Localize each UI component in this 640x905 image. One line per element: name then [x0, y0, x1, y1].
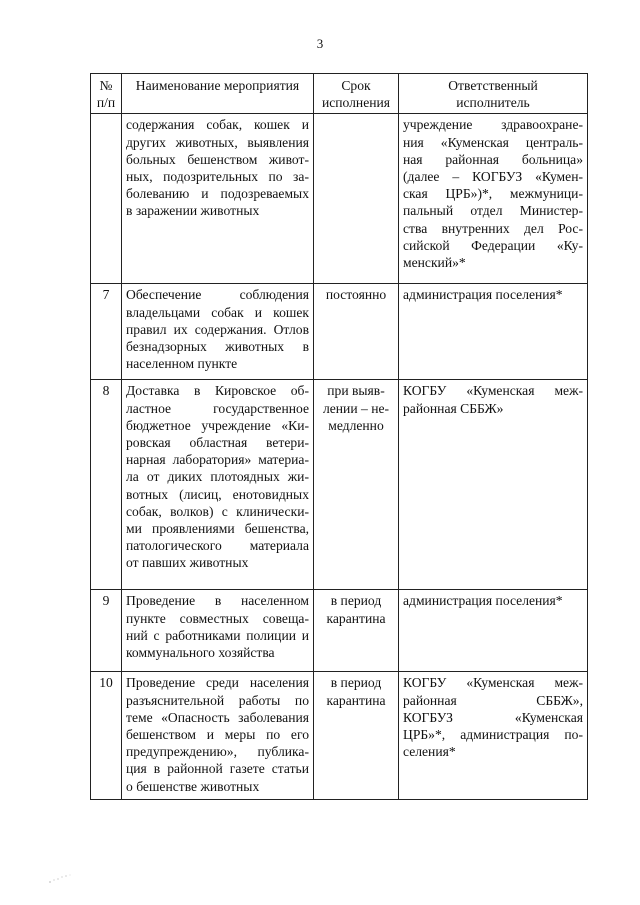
table-row: [91, 380, 588, 590]
text-line: теме «Опасность заболевания: [126, 709, 309, 725]
row-number: 7: [91, 284, 122, 380]
text-line: владельцами собак и кошек: [126, 304, 309, 320]
responsible: [399, 284, 588, 380]
text-line: предупреждению», публика-: [126, 744, 309, 760]
text-line: селения*: [403, 744, 456, 760]
measure-name: [122, 590, 314, 672]
table-header-row: [91, 74, 588, 114]
text-line: пункте совместных совеща-: [126, 610, 309, 626]
text-line: администрация поселения*: [403, 593, 563, 609]
text-line: учреждение здравоохране-: [403, 117, 583, 133]
page-number: 3: [316, 36, 324, 51]
text-line: КОГБУ «Куменская меж-: [403, 675, 583, 691]
text-line: исполнитель: [456, 95, 530, 111]
text-line: Проведение в населенном: [126, 593, 309, 609]
table-row: [91, 284, 588, 380]
text-line: больных бешенством живот-: [126, 151, 309, 167]
text-line: (далее – КОГБУЗ «Кумен-: [403, 169, 583, 185]
text-line: ция в районной газете статьи: [126, 761, 309, 777]
text-line: бешенством и меры по его: [126, 727, 309, 743]
text-line: в период: [330, 593, 382, 609]
text-line: КОГБУ «Куменская меж-: [403, 383, 583, 399]
text-line: Обеспечение соблюдения: [126, 287, 309, 303]
text-line: ния «Куменская централь-: [403, 134, 583, 150]
text-line: менский»*: [403, 255, 466, 271]
text-line: районная СББЖ»: [403, 400, 504, 416]
text-line: карантина: [326, 610, 386, 626]
text-line: постоянно: [325, 287, 387, 303]
text-line: ская ЦРБ»)*, межмуници-: [403, 186, 583, 202]
text-line: Доставка в Кировское об-: [126, 383, 309, 399]
text-line: вотных (лисиц, енотовидных: [126, 486, 309, 502]
row-number: 8: [91, 380, 122, 590]
text-line: при выяв-: [327, 383, 385, 399]
text-line: администрация поселения*: [403, 287, 563, 303]
row-number: 9: [91, 590, 122, 672]
text-line: коммунального хозяйства: [126, 645, 275, 661]
text-line: сийской Федерации «Ку-: [403, 237, 583, 253]
deadline: [314, 380, 399, 590]
measure-name: [122, 672, 314, 799]
measures-table: [90, 73, 588, 800]
responsible: [399, 590, 588, 672]
text-line: пальный отдел Министер-: [403, 203, 583, 219]
header-responsible: [399, 74, 588, 114]
responsible: [399, 380, 588, 590]
text-line: медленно: [328, 417, 384, 433]
text-line: ла от диких плотоядных жи-: [126, 469, 309, 485]
text-line: ми проявлениями бешенства,: [126, 521, 309, 537]
text-line: содержания собак, кошек и: [126, 117, 309, 133]
text-line: ства внутренних дел Рос-: [403, 220, 583, 236]
text-line: бюджетное учреждение «Ки-: [126, 417, 309, 433]
table-row: [91, 590, 588, 672]
text-line: безнадзорных животных в: [126, 339, 309, 355]
text-line: правил их содержания. Отлов: [126, 321, 309, 337]
header-name: [122, 74, 314, 114]
text-line: населенном пункте: [126, 356, 238, 372]
text-line: о бешенстве животных: [126, 778, 260, 794]
deadline: [314, 590, 399, 672]
header-term: [314, 74, 399, 114]
text-line: патологического материала: [126, 538, 309, 554]
responsible: [399, 672, 588, 799]
measure-name: [122, 114, 314, 284]
measure-name: [122, 284, 314, 380]
text-line: исполнения: [321, 95, 391, 111]
responsible: [399, 114, 588, 284]
text-line: Проведение среди населения: [126, 675, 309, 691]
text-line: ровская областная ветери-: [126, 435, 309, 451]
text-line: других животных, выявления: [126, 134, 309, 150]
text-line: от павших животных: [126, 555, 249, 571]
deadline: [314, 114, 399, 284]
text-line: нарная лаборатория» материа-: [126, 452, 309, 468]
text-line: Наименование мероприятия: [135, 78, 300, 93]
table-row: [91, 672, 588, 799]
text-line: ных, подозрительных по за-: [126, 169, 309, 185]
text-line: №: [99, 78, 113, 93]
text-line: районная СББЖ»,: [403, 692, 583, 708]
table-row: [91, 114, 588, 284]
text-line: собак, волков) с клинически-: [126, 503, 309, 519]
text-line: КОГБУЗ «Куменская: [403, 709, 583, 725]
text-line: в период: [330, 675, 382, 691]
text-line: в заражении животных: [126, 203, 260, 219]
text-line: ная районная больница»: [403, 151, 583, 167]
scan-speckle: [48, 872, 76, 884]
text-line: п/п: [96, 95, 116, 111]
row-number: [91, 114, 122, 284]
header-num: [91, 74, 122, 114]
text-line: Ответственный: [448, 78, 538, 93]
text-line: Срок: [341, 78, 371, 93]
text-line: лении – не-: [322, 400, 390, 416]
text-line: ний с работниками полиции и: [126, 627, 309, 643]
text-line: ластное государственное: [126, 400, 309, 416]
text-line: карантина: [326, 692, 386, 708]
text-line: ЦРБ»*, администрация по-: [403, 727, 583, 743]
text-line: разъяснительной работы по: [126, 692, 309, 708]
deadline: [314, 672, 399, 799]
measure-name: [122, 380, 314, 590]
text-line: болеванию и подозреваемых: [126, 186, 309, 202]
row-number: 10: [91, 672, 122, 799]
deadline: [314, 284, 399, 380]
